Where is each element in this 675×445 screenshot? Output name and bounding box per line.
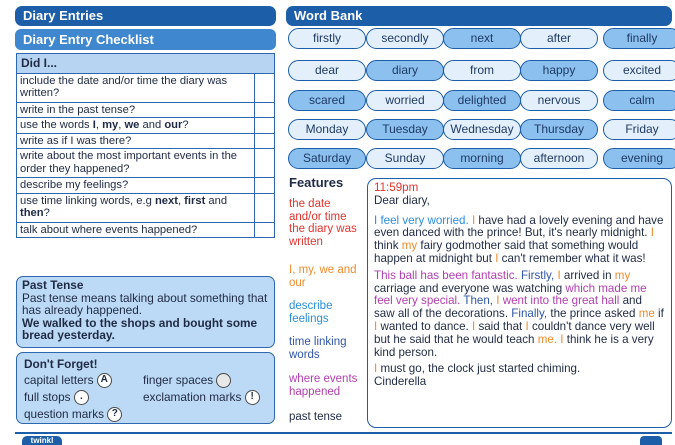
diary-greeting: Dear diary, — [374, 193, 430, 207]
checklist-row — [17, 222, 275, 238]
word-bank-chip[interactable]: diary — [366, 60, 444, 81]
diary-entry — [367, 178, 672, 428]
checklist-item: use the words I, my, we and our? — [17, 118, 255, 134]
word-bank-chip[interactable]: after — [520, 28, 598, 49]
past-tense-text: Past tense means talking about something that has already happened. — [22, 290, 268, 318]
diary-paragraph-3: I must go, the clock just started chiming. — [374, 362, 581, 376]
checkbox[interactable] — [255, 118, 275, 134]
checklist-item: describe my feelings? — [17, 178, 255, 194]
checklist-row — [17, 102, 275, 118]
word-bank-chip[interactable]: delighted — [443, 90, 521, 111]
footer-line — [15, 432, 672, 434]
checklist-item: write as if I was there? — [17, 133, 255, 149]
feature-pronouns: I, my, we and our — [289, 264, 357, 289]
features-title: Features — [289, 175, 344, 190]
word-bank-chip[interactable]: from — [443, 60, 521, 81]
past-tense-panel — [16, 276, 275, 348]
checklist-row — [17, 73, 275, 102]
word-bank-chip[interactable]: Thursday — [520, 119, 598, 140]
word-bank-chip[interactable]: dear — [288, 60, 366, 81]
word-bank-chip[interactable]: evening — [603, 148, 675, 169]
word-bank-chip[interactable]: Saturday — [288, 148, 366, 169]
word-bank-chip[interactable]: Wednesday — [443, 119, 521, 140]
feature-where: where events happened — [289, 373, 358, 398]
feature-feelings: describe feelings — [289, 300, 333, 325]
checklist-header: Diary Entry Checklist — [15, 29, 276, 50]
question-marks-row — [24, 406, 122, 422]
word-bank-chip[interactable]: excited — [603, 60, 675, 81]
word-bank-chip[interactable]: Friday — [603, 119, 675, 140]
checklist-row — [17, 193, 275, 222]
full-stop-icon: . — [74, 390, 89, 405]
checklist-item: include the date and/or time the diary was written? — [17, 73, 255, 102]
diary-paragraph-2: This ball has been fantastic. Firstly, I arrived in my carriage and everyone was watching which made me feel very special. Then, I went into the great hall and saw all of the decorations. Finally, the prince asked me if I wanted to dance. I said that I couldn't dance very well but he said that he would teach me. I think he is a very kind person. — [374, 268, 664, 359]
word-bank-chip[interactable]: Monday — [288, 119, 366, 140]
word-bank-chip[interactable]: Sunday — [366, 148, 444, 169]
word-bank-chip[interactable]: scared — [288, 90, 366, 111]
word-bank-chip[interactable]: finally — [603, 28, 675, 49]
past-tense-example: We walked to the shops and bought some bread yesterday. — [22, 315, 258, 343]
checkbox[interactable] — [255, 149, 275, 178]
diary-signature: Cinderella — [374, 375, 427, 389]
capital-letters-label: capital letters — [24, 373, 94, 387]
feature-date: the date and/or time the diary was written — [289, 198, 357, 248]
question-mark-icon: ? — [107, 407, 122, 422]
exclamation-marks-row — [143, 389, 260, 405]
checklist-item: write in the past tense? — [17, 102, 255, 118]
checklist-item: talk about where events happened? — [17, 222, 255, 238]
finger-space-icon — [216, 373, 231, 388]
checklist-row — [17, 118, 275, 134]
checklist-head: Did I... — [17, 54, 275, 74]
diary-paragraph-1: I feel very worried. I have had a lovely evening and have even danced with the prince! But, it's nearly midnight. I think my fairy godmother said that something would happen at midnight but I can't remember what it was! — [374, 213, 664, 265]
word-bank-chip[interactable]: secondly — [366, 28, 444, 49]
feature-past-tense: past tense — [289, 411, 343, 423]
checkbox[interactable] — [255, 222, 275, 238]
checkbox[interactable] — [255, 193, 275, 222]
twinkl-logo: twinkl — [22, 436, 62, 445]
checkbox[interactable] — [255, 102, 275, 118]
checklist-row — [17, 178, 275, 194]
word-bank-header: Word Bank — [286, 6, 672, 26]
checkbox[interactable] — [255, 73, 275, 102]
twinkl-logo-small — [640, 436, 662, 445]
checklist-row — [17, 133, 275, 149]
word-bank-chip[interactable]: happy — [520, 60, 598, 81]
checklist-table — [16, 53, 275, 238]
dont-forget-panel — [16, 352, 275, 424]
word-bank-chip[interactable]: morning — [443, 148, 521, 169]
full-stops-row — [24, 389, 89, 405]
exclamation-marks-label: exclamation marks — [143, 390, 242, 404]
word-bank-chip[interactable]: firstly — [288, 28, 366, 49]
diary-time: 11:59pm — [374, 181, 419, 194]
word-bank-chip[interactable]: next — [443, 28, 521, 49]
question-marks-label: question marks — [24, 407, 104, 421]
checkbox[interactable] — [255, 133, 275, 149]
diary-entries-header: Diary Entries — [15, 6, 276, 26]
full-stops-label: full stops — [24, 390, 71, 404]
exclamation-mark-icon: ! — [245, 390, 260, 405]
word-bank-chip[interactable]: Tuesday — [366, 119, 444, 140]
past-tense-title: Past Tense — [22, 278, 84, 292]
dont-forget-title: Don't Forget! — [24, 357, 98, 371]
feature-time-linking: time linking words — [289, 336, 347, 361]
finger-spaces-label: finger spaces — [143, 373, 214, 387]
checklist-row — [17, 149, 275, 178]
capital-letters-row — [24, 372, 112, 388]
finger-spaces-row — [143, 372, 231, 388]
word-bank-chip[interactable]: afternoon — [520, 148, 598, 169]
checklist-item: write about the most important events in the order they happened? — [17, 149, 255, 178]
word-bank-chip[interactable]: nervous — [520, 90, 598, 111]
word-bank-chip[interactable]: calm — [603, 90, 675, 111]
capital-letter-icon: A — [97, 373, 112, 388]
word-bank-chip[interactable]: worried — [366, 90, 444, 111]
checkbox[interactable] — [255, 178, 275, 194]
checklist-item: use time linking words, e.g next, first and then? — [17, 193, 255, 222]
